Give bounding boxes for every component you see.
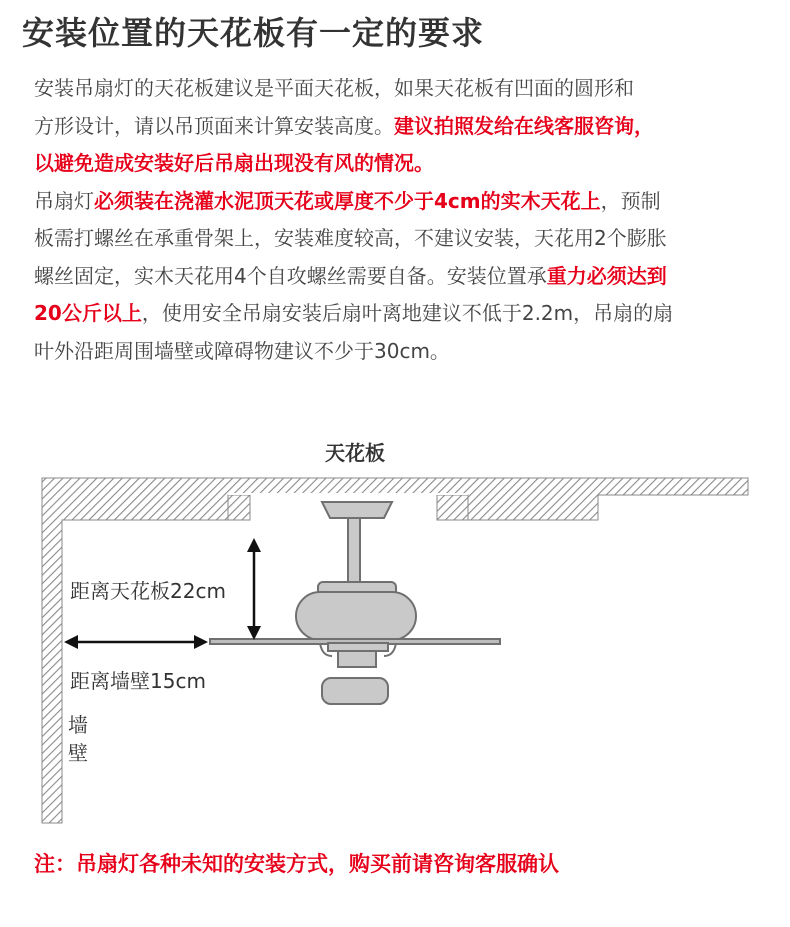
para2-line2: 板需打螺丝在承重骨架上，安装难度较高，不建议安装，天花用2个膨胀 (34, 226, 667, 250)
wall-arrow-right-icon (194, 635, 208, 649)
para2-line4 (34, 295, 769, 333)
ceiling-distance-label: 距离天花板22cm (70, 579, 226, 603)
para1-line3-highlight: 以避免造成安装好后吊扇出现没有风的情况。 (34, 151, 434, 175)
wall-label-char-1: 墙 (68, 713, 88, 737)
para1-line2 (34, 108, 769, 146)
wall-arrow-left-icon (64, 635, 78, 649)
para1-line2-highlight: 建议拍照发给在线客服咨询， (394, 113, 654, 138)
para2-line4-highlight: 20公斤以上 (34, 301, 142, 325)
installation-diagram (0, 430, 790, 840)
recess-right-lip (437, 495, 468, 520)
ceiling-arrow-down-icon (247, 626, 261, 640)
page-title: 安装位置的天花板有一定的要求 (22, 14, 485, 52)
purchase-note: 注：吊扇灯各种未知的安装方式，购买前请咨询客服确认 (34, 852, 559, 876)
para1-line2-normal: 方形设计，请以吊顶面来计算安装高度。 (34, 113, 394, 138)
fan-light-bowl (322, 678, 388, 704)
paragraph-1 (34, 70, 769, 183)
recess-top-gap (228, 493, 468, 495)
fan-downrod (348, 518, 360, 590)
para2-line5: 叶外沿距周围墙壁或障碍物建议不少于30cm。 (34, 338, 450, 363)
para2-line1-highlight: 必须装在浇灌水泥顶天花或厚度不少于4cm的实木天花上 (94, 188, 601, 213)
paragraph-2 (34, 183, 769, 371)
para2-line3-normal: 螺丝固定，实木天花用4个自攻螺丝需要自备。安装位置承 (34, 263, 547, 288)
para2-line1 (34, 183, 769, 221)
ceiling-wall-structure (42, 478, 748, 823)
para2-line1-normal-a: 吊扇灯 (34, 188, 94, 213)
fan-light-mount (328, 643, 388, 651)
para2-line3-highlight: 重力必须达到 (546, 263, 667, 288)
ceiling-label: 天花板 (325, 441, 385, 465)
ceiling-arrow-up-icon (247, 538, 261, 552)
para2-line4-normal: ，使用安全吊扇安装后扇叶离地建议不低于2.2m，吊扇的扇 (141, 301, 674, 325)
wall-label-char-2: 壁 (68, 741, 88, 765)
description-text (34, 70, 769, 370)
recess-left-lip (228, 495, 250, 520)
para2-line1-normal-b: ，预制 (600, 188, 661, 213)
fan-canopy (322, 502, 392, 518)
para1-line1: 安装吊扇灯的天花板建议是平面天花板，如果天花板有凹面的圆形和 (34, 76, 634, 100)
fan-light-neck (338, 651, 376, 667)
wall-distance-label: 距离墙壁15cm (70, 669, 206, 693)
para2-line3 (34, 258, 769, 296)
fan-motor-body (296, 592, 416, 640)
